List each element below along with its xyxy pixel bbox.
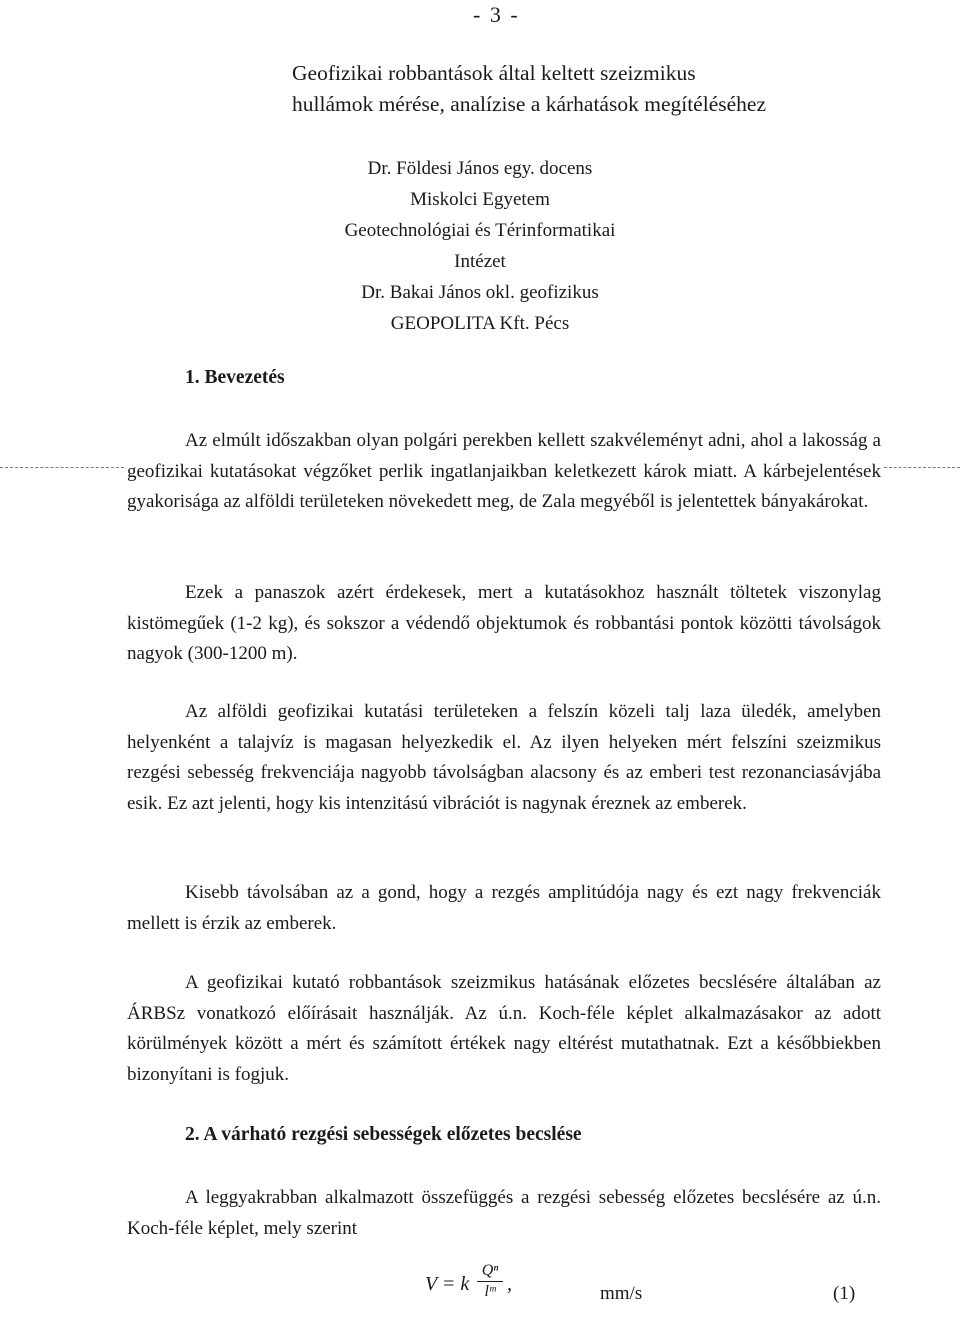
paragraph (127, 426, 881, 518)
author-line: Geotechnológiai és Térinformatikai Intézet (344, 220, 616, 272)
formula-denominator: lᵐ (484, 1283, 496, 1300)
koch-formula (425, 1262, 512, 1317)
formula-lhs: V = k (425, 1273, 470, 1295)
paragraph-text: Kisebb távolsában az a gond, hogy a rezgés amplitúdója nagy és ezt nagy frekvenciák mellett is érzik az emberek. (127, 882, 881, 934)
author-line: Miskolci Egyetem (410, 189, 550, 210)
paragraph (127, 968, 881, 1090)
paragraph-text: Ezek a panaszok azért érdekesek, mert a kutatásokhoz használt töltetek viszonylag kistömegűek (1-2 kg), és sokszor a védendő objektumok és robbantási pontok közötti távolságok nagyok (300-1200 m). (127, 582, 881, 664)
equation-number: (1) (833, 1283, 856, 1304)
title-line-1: Geofizikai robbantások által keltett szeizmikus (292, 61, 696, 85)
paragraph-text: A geofizikai kutató robbantások szeizmikus hatásának előzetes becslésére általában az ÁRBSz vonatkozó előírásait használják. Az ú.n. Koch-féle képlet alkalmazásakor az adott körülmények között a mért és számított értékek nagy eltérést mutathatnak. Ezt a későbbiekben bizonyítani is fogjuk. (127, 972, 881, 1085)
page-number: - 3 - (473, 2, 520, 27)
paragraph-text: A leggyakrabban alkalmazott összefüggés a rezgési sebesség előzetes becslésére az ú.n. Koch-féle képlet, mely szerint (127, 1187, 881, 1239)
formula-fraction (477, 1261, 503, 1302)
scan-artifact-right (884, 467, 960, 468)
paragraph (127, 1183, 881, 1244)
section-1-heading: 1. Bevezetés (185, 367, 285, 388)
formula-numerator: Qⁿ (477, 1261, 503, 1282)
document-title (292, 58, 766, 120)
author-block (322, 153, 638, 339)
author-line: Dr. Földesi János egy. docens (367, 158, 593, 179)
formula-comma: , (507, 1273, 512, 1295)
title-line-2: hullámok mérése, analízise a kárhatások megítéléséhez (292, 92, 766, 116)
paragraph (127, 878, 881, 939)
author-line: Dr. Bakai János okl. geofizikus (361, 282, 599, 303)
author-line: GEOPOLITA Kft. Pécs (390, 313, 570, 334)
formula-unit: mm/s (600, 1283, 643, 1304)
paragraph-text: Az alföldi geofizikai kutatási területeken a felszín közeli talj laza üledék, amelyben helyenként a talajvíz is magasan helyezkedik el. Az ilyen helyeken mért felszíni szeizmikus rezgési sebesség frekvenciája nagyobb távolságban alacsony és az emberi test rezonanciasávjába esik. Ez azt jelenti, hogy kis intenzitású vibrációt is nagynak éreznek az emberek. (127, 701, 881, 814)
paragraph-text: Az elmúlt időszakban olyan polgári perekben kellett szakvéleményt adni, ahol a lakosság a geofizikai kutatásokat végzőket perlik ingatlanjaikban keletkezett károk miatt. A kárbejelentések gyakorisága az alföldi területeken növekedett meg, de Zala megyéből is jelentettek bányakárokat. (127, 430, 881, 512)
scan-artifact-left (0, 467, 124, 468)
paragraph (127, 697, 881, 819)
paragraph (127, 578, 881, 670)
section-2-heading: 2. A várható rezgési sebességek előzetes becslése (185, 1124, 582, 1145)
